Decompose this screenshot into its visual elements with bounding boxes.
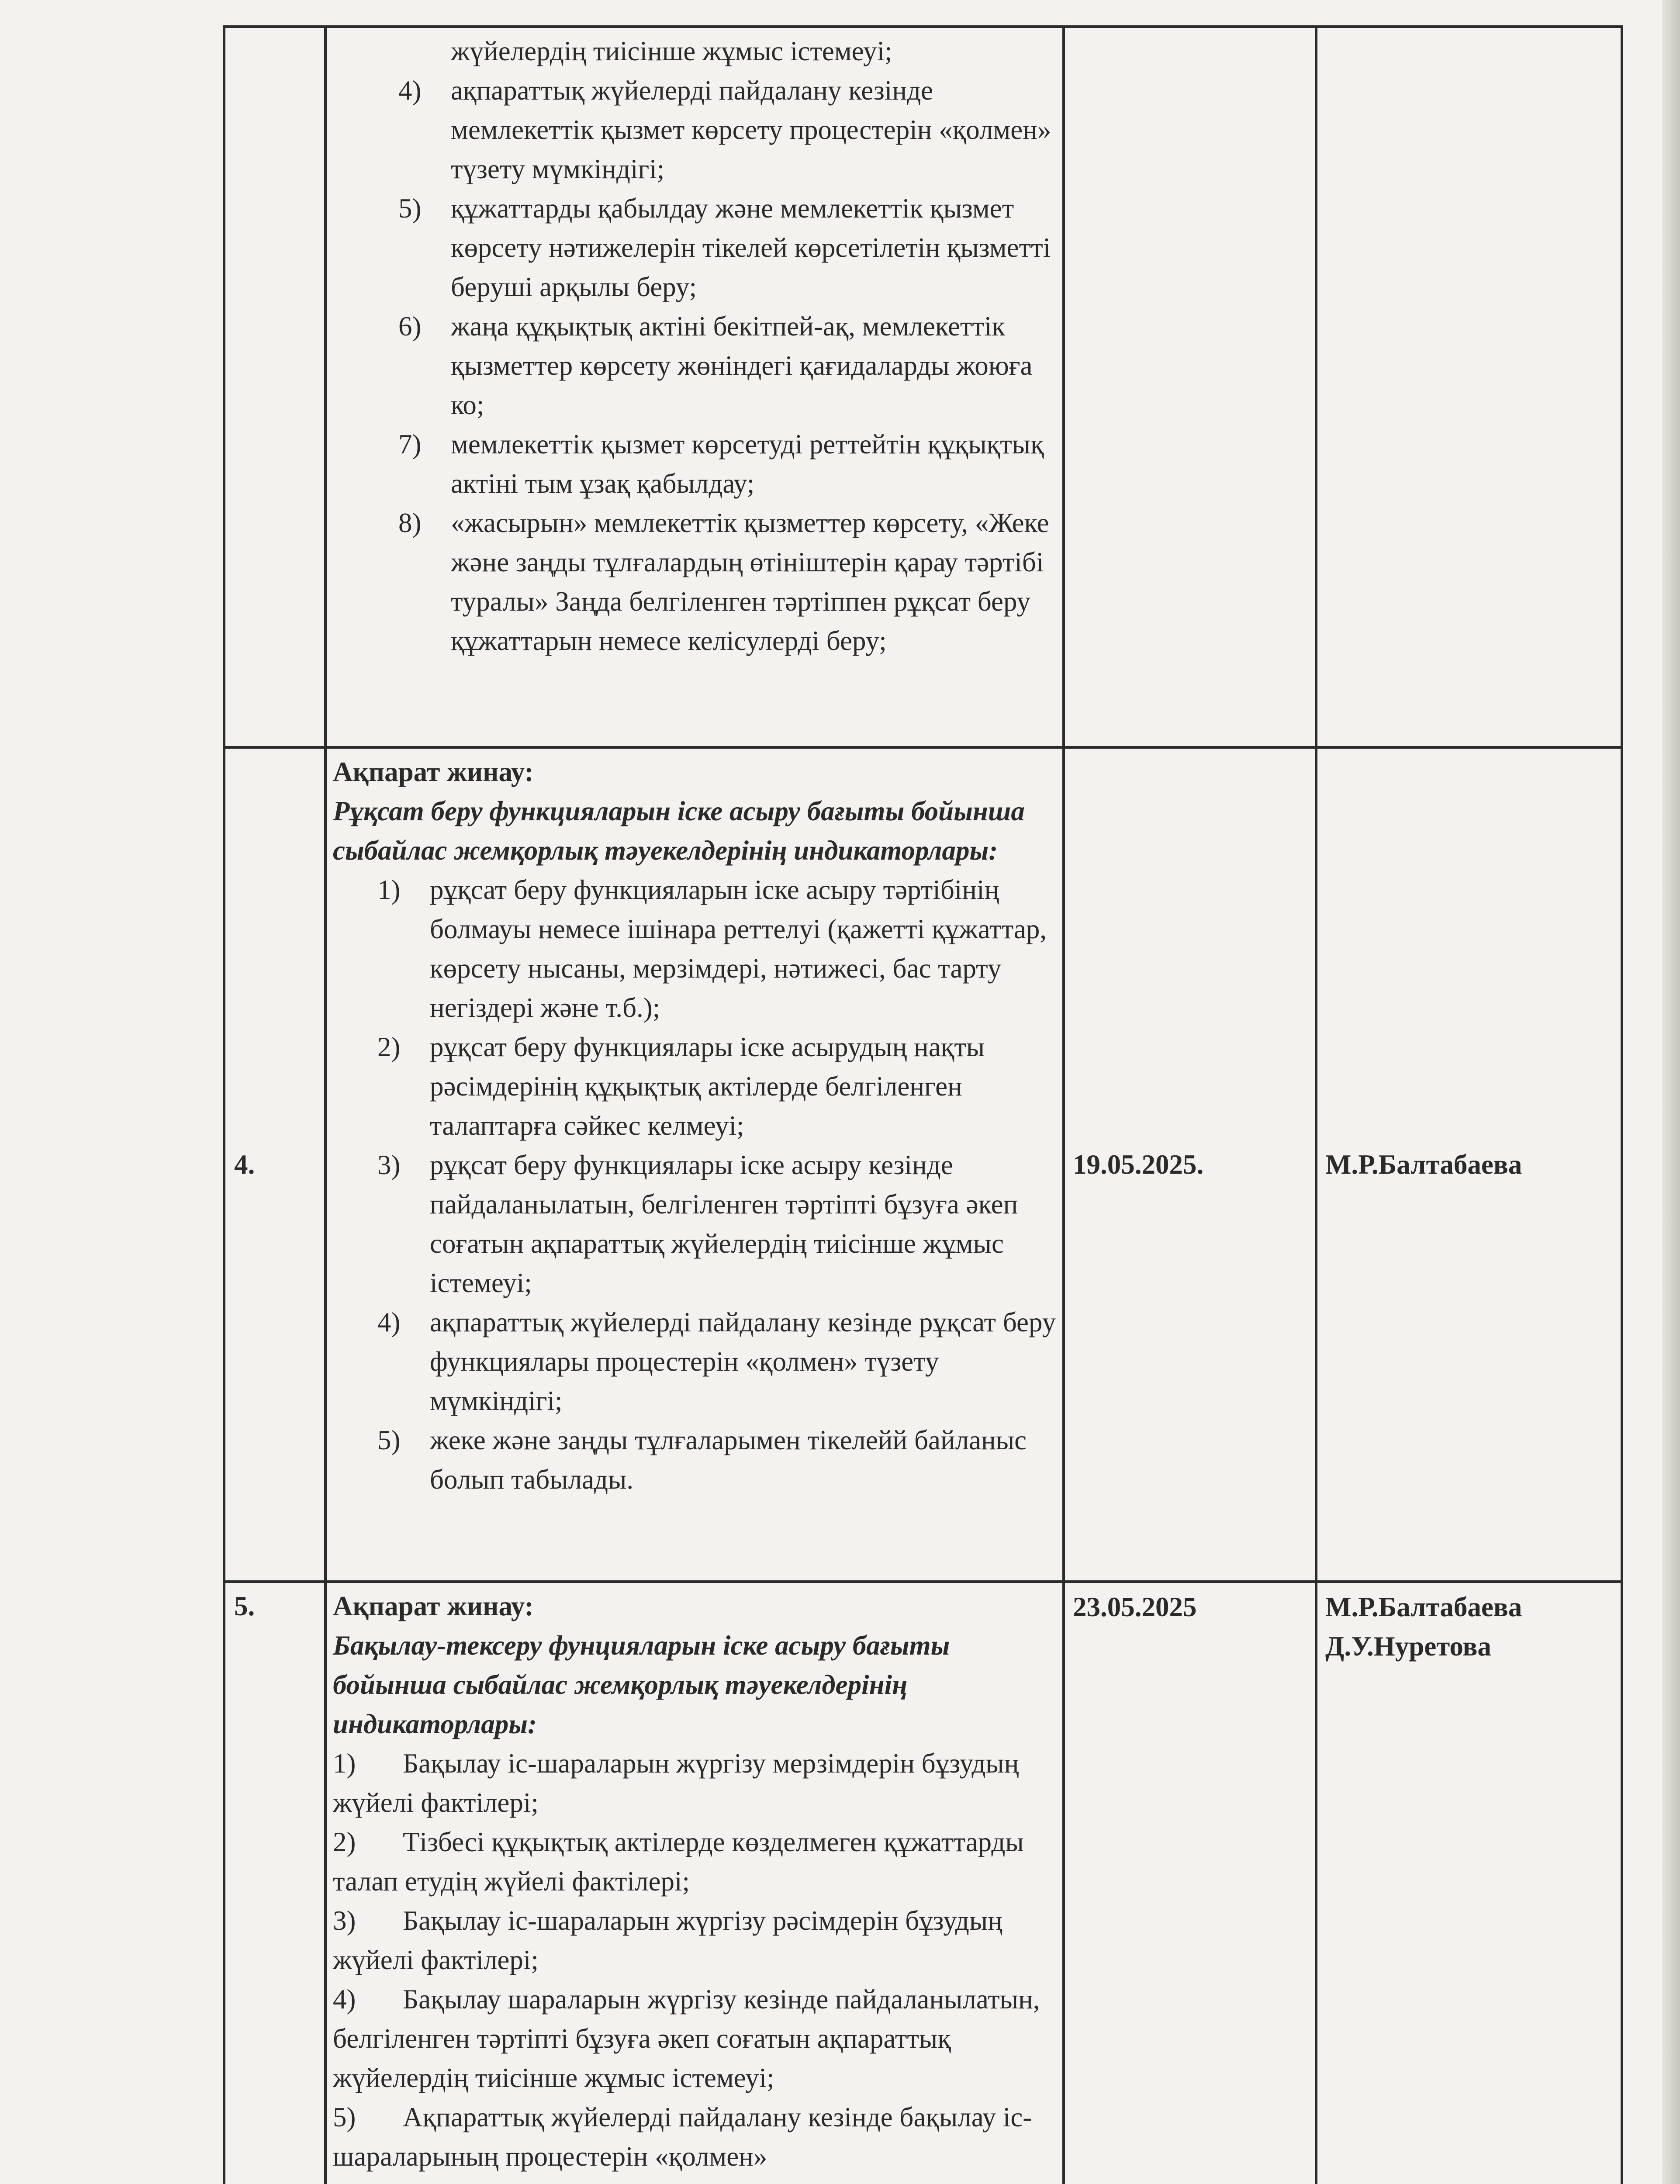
measure-cell (325, 1582, 1064, 2184)
list-item: 8) «жасырын» мемлекеттік қызметтер көрсету, «Жеке және заңды тұлғалардың өтініштерін қарау тәртібі туралы» Заңда белгіленген тәртіппен рұқсат беру құжаттарын немесе келісулерді беру; (398, 508, 1049, 656)
plan-table (223, 25, 1623, 2184)
measure-subheading: Рұқсат беру функцияларын іске асыру бағыты бойынша сыбайлас жемқорлық тәуекелдерінің индикаторлары: (333, 796, 1025, 866)
row-number-cell: 4. (224, 747, 325, 1582)
list-item: 7) мемлекеттік қызмет көрсетуді реттейтін құқықтық актіні тым ұзақ қабылдау; (398, 429, 1044, 499)
responsible-cell (1316, 1582, 1622, 2184)
list-item: 3) рұқсат беру функциялары іске асыру кезінде пайдаланылатын, белгіленген тәртіпті бұзуға әкеп соғатын ақпараттық жүйелердің тиісінше жұмыс істемеуі; (377, 1150, 1018, 1298)
table-row (224, 747, 1622, 1582)
measure-cell (325, 27, 1064, 747)
list-item: 6) жаңа құқықтық актіні бекітпей-ақ, мемлекеттік қызметтер көрсету жөніндегі қағидаларды жоюға ко; (398, 311, 1033, 420)
measure-subheading: Бақылау-тексеру фунцияларын іске асыру бағыты бойынша сыбайлас жемқорлық тәуекелдерінің индикаторлары: (333, 1630, 950, 1739)
list-item: 2) рұқсат беру функциялары іске асырудың нақты рәсімдерінің құқықтық актілерде белгіленген талаптарға сәйкес келмеуі; (377, 1032, 985, 1141)
measure-heading: Ақпарат жинау: (333, 757, 534, 787)
responsible-cell (1316, 747, 1622, 1582)
responsible-name: Д.У.Нуретова (1325, 1631, 1491, 1662)
list-item: 1) Бақылау іс-шараларын жүргізу мерзімдерін бұзудың жүйелі фактілері; (333, 1748, 1019, 1818)
row-number-cell: 5. (224, 1582, 325, 2184)
list-item: 1) рұқсат беру функцияларын іске асыру тәртібінің болмауы немесе ішінара реттелуі (қажетті құжаттар, көрсету нысаны, мерзімдері, нәтижесі, бас тарту негіздері және т.б.); (377, 874, 1047, 1023)
date-cell: 19.05.2025. (1064, 747, 1316, 1582)
list-item: 4) ақпараттық жүйелерді пайдалану кезінде рұқсат беру функциялары процестерін «қолмен» түзету мүмкіндігі; (377, 1307, 1056, 1416)
measure-heading: Ақпарат жинау: (333, 1591, 534, 1621)
list-item: 5) жеке және заңды тұлғаларымен тікелейй байланыс болып табылады. (377, 1425, 1027, 1495)
row-number-cell (224, 27, 325, 747)
responsible-name: М.Р.Балтабаева (1325, 1149, 1522, 1180)
table-row (224, 1582, 1622, 2184)
indicator-list (333, 31, 1056, 660)
list-item: 4) Бақылау шараларын жүргізу кезінде пайдаланылатын, белгіленген тәртіпті бұзуға әкеп соғатын ақпараттық жүйелердің тиісінше жұмыс істемеуі; (333, 1984, 1040, 2093)
list-item: 2) Тізбесі құқықтық актілерде көзделмеген құжаттарды талап етудің жүйелі фактілері; (333, 1827, 1024, 1897)
date-cell (1064, 27, 1316, 747)
date-cell: 23.05.2025 (1064, 1582, 1316, 2184)
list-item: 4) ақпараттық жүйелерді пайдалану кезінде мемлекеттік қызмет көрсету процестерін «қолмен» түзету мүмкіндігі; (398, 75, 1051, 184)
responsible-cell (1316, 27, 1622, 747)
table-row (224, 27, 1622, 747)
list-item: 5) Ақпараттық жүйелерді пайдалану кезінде бақылау іс-шараларының процестерін «қолмен» (333, 2102, 1032, 2172)
page-edge-shadow (1662, 0, 1680, 2184)
responsible-name: М.Р.Балтабаева (1325, 1592, 1522, 1622)
list-item: 5) құжаттарды қабылдау және мемлекеттік қызмет көрсету нәтижелерін тікелей көрсетілетін қызметті беруші арқылы беру; (398, 193, 1051, 302)
list-item: 3) Бақылау іс-шараларын жүргізу рәсімдерін бұзудың жүйелі фактілері; (333, 1905, 1002, 1975)
indicator-list (333, 870, 1056, 1499)
list-item: жүйелердің тиісінше жұмыс істемеуі; (451, 36, 892, 66)
measure-cell (325, 747, 1064, 1582)
indicator-list (333, 1744, 1056, 2176)
